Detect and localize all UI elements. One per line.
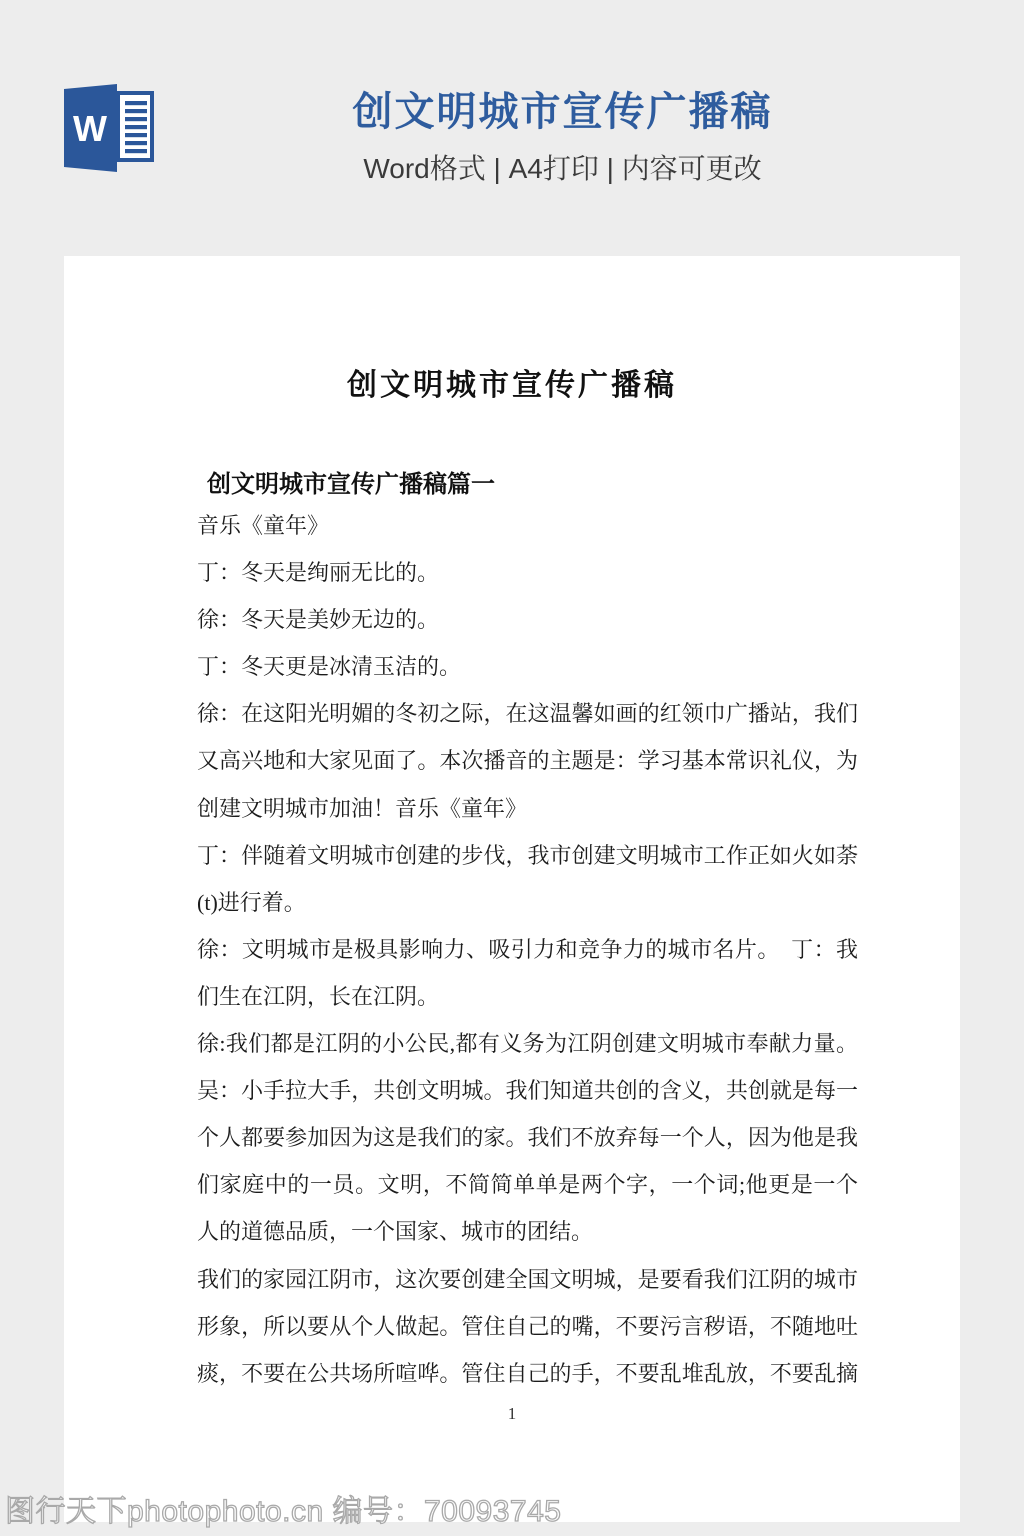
body-line: 徐：文明城市是极具影响力、吸引力和竞争力的城市名片。 丁：我 [197, 936, 858, 962]
body-line: 又高兴地和大家见面了。本次播音的主题是：学习基本常识礼仪，为 [197, 748, 858, 774]
page-number: 1 [507, 1404, 517, 1423]
body-line: 我们的家园江阴市，这次要创建全国文明城，是要看我们江阴的城市 [197, 1266, 858, 1292]
word-icon [64, 84, 154, 172]
body-line: 徐：冬天是美妙无边的。 [197, 607, 440, 633]
body-line: 个人都要参加因为这是我们的家。我们不放弃每一个人，因为他是我 [197, 1125, 858, 1151]
watermark: 图行天下photophoto.cn 编号：70093745 [5, 1495, 562, 1528]
body-line: 们家庭中的一员。文明，不简简单单是两个字，一个词;他更是一个 [197, 1172, 858, 1198]
section-heading: 创文明城市宣传广播稿篇一 [207, 472, 495, 498]
document-page [64, 256, 960, 1522]
header-title: 创文明城市宣传广播稿 [352, 90, 773, 134]
body-line: 们生在江阴，长在江阴。 [197, 983, 440, 1009]
body-line: 丁：冬天更是冰清玉洁的。 [197, 654, 462, 680]
document-title: 创文明城市宣传广播稿 [347, 369, 677, 402]
body-line: 形象，所以要从个人做起。管住自己的嘴，不要污言秽语，不随地吐 [197, 1313, 858, 1339]
document-body [197, 502, 858, 1397]
body-line: 人的道德品质，一个国家、城市的团结。 [197, 1219, 594, 1245]
word-logo-icon [64, 84, 154, 172]
body-line: 徐：在这阳光明媚的冬初之际，在这温馨如画的红领巾广播站，我们 [197, 701, 858, 727]
body-line: 音乐《童年》 [197, 513, 330, 538]
body-line: 丁：伴随着文明城市创建的步伐，我市创建文明城市工作正如火如荼 [197, 842, 858, 868]
word-icon-letter: W [73, 108, 107, 149]
body-line: 吴：小手拉大手，共创文明城。我们知道共创的含义，共创就是每一 [197, 1078, 858, 1104]
body-line: (t)进行着。 [197, 889, 306, 915]
body-line: 痰，不要在公共场所喧哗。管住自己的手，不要乱堆乱放，不要乱摘 [197, 1360, 858, 1386]
body-line: 徐:我们都是江阴的小公民,都有义务为江阴创建文明城市奉献力量。 [197, 1031, 858, 1057]
header [0, 0, 1024, 256]
header-subtitle: Word格式 | A4打印 | 内容可更改 [363, 153, 762, 184]
header-text [150, 88, 975, 186]
body-line: 丁：冬天是绚丽无比的。 [197, 560, 440, 586]
body-line: 创建文明城市加油！音乐《童年》 [197, 795, 528, 821]
